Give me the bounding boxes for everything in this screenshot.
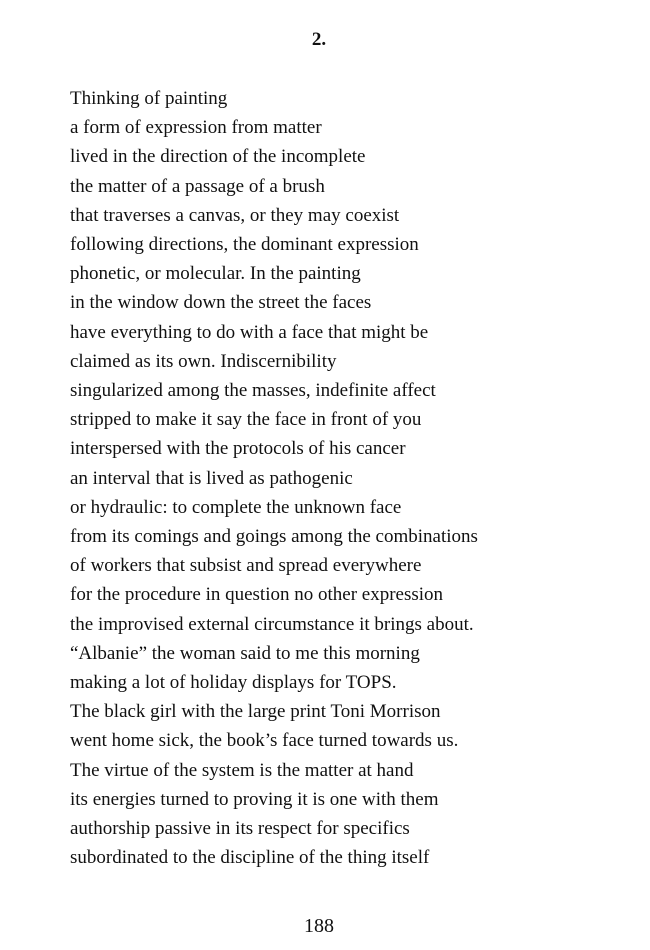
poem-line: its energies turned to proving it is one with them [70,788,439,810]
poem-line: authorship passive in its respect for specifics [70,818,410,840]
poem-line: an interval that is lived as pathogenic [70,467,353,489]
poem-body [70,84,610,872]
page-number: 188 [304,915,334,937]
poem-line: of workers that subsist and spread everywhere [70,555,422,577]
poem-line: The virtue of the system is the matter at hand [70,759,414,781]
poem-line: subordinated to the discipline of the thing itself [70,847,430,869]
poem-line: singularized among the masses, indefinite affect [70,380,436,402]
poem-line: interspersed with the protocols of his cancer [70,438,406,460]
poem-line: the improvised external circumstance it brings about. [70,613,474,635]
poem-line: a form of expression from matter [70,117,322,139]
poem-line: stripped to make it say the face in front of you [70,409,422,431]
poem-line: “Albanie” the woman said to me this morning [70,642,420,664]
poem-line: from its comings and goings among the combinations [70,526,478,548]
poem-line: making a lot of holiday displays for TOPS. [70,672,397,694]
poem-line: The black girl with the large print Toni Morrison [70,701,441,723]
section-heading: 2. [311,29,327,50]
poem-line: for the procedure in question no other expression [70,584,444,606]
poem-line: claimed as its own. Indiscernibility [70,350,337,372]
poem-line: or hydraulic: to complete the unknown face [70,496,402,518]
poem-line: in the window down the street the faces [70,292,372,314]
poem-line: have everything to do with a face that might be [70,321,429,343]
poem-line: that traverses a canvas, or they may coexist [70,204,400,226]
poem-line: phonetic, or molecular. In the painting [70,263,361,285]
poem-line: following directions, the dominant expression [70,234,419,256]
poem-line: went home sick, the book’s face turned towards us. [70,730,459,752]
poem-line: the matter of a passage of a brush [70,175,325,197]
poem-line: Thinking of painting [70,88,228,109]
poem-line: lived in the direction of the incomplete [70,146,366,168]
